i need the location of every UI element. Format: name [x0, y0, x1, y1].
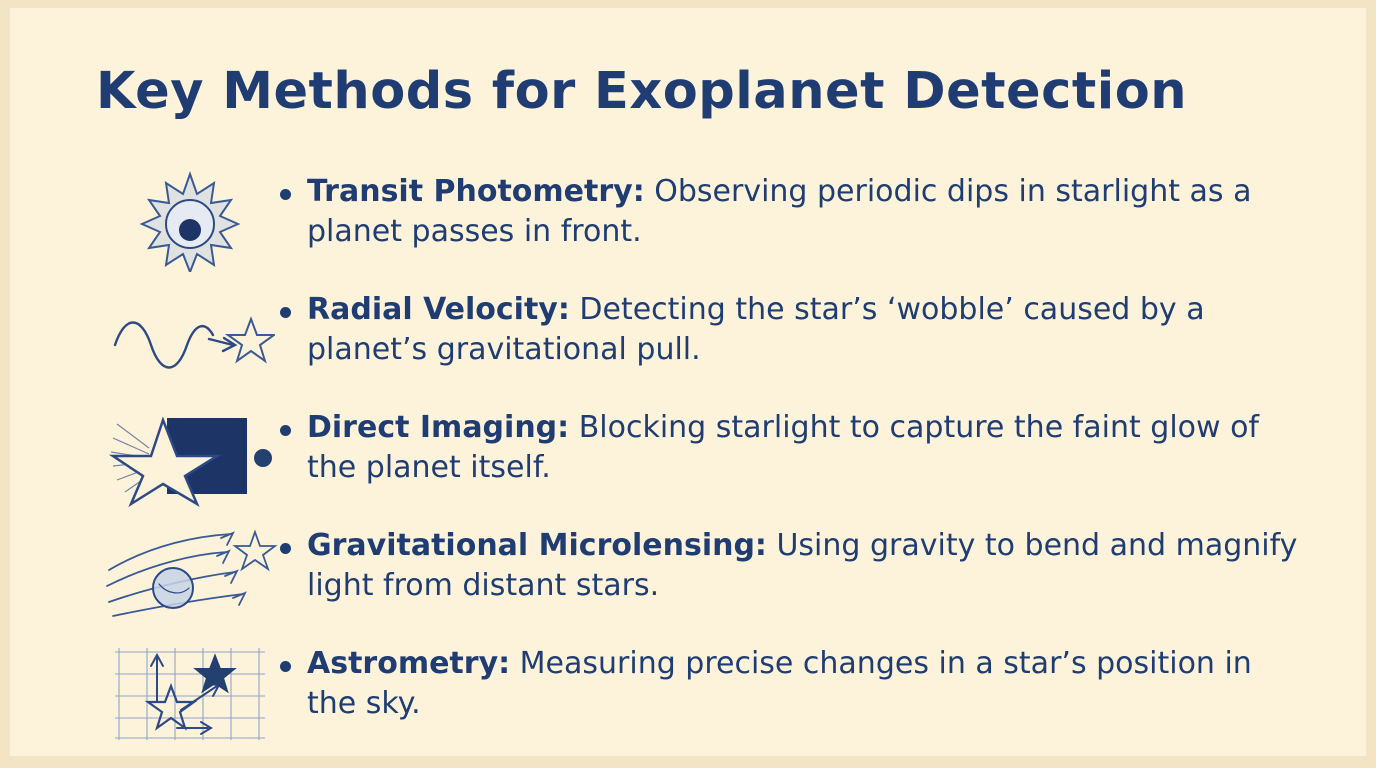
list-item-text: [307, 172, 1310, 252]
list-item-lead: Direct Imaging:: [307, 410, 570, 445]
list-item-text: [307, 644, 1310, 724]
bullet-dot: [280, 543, 291, 554]
bullet-row: [280, 404, 1310, 488]
frame-edge-top: [0, 0, 1376, 8]
list-item-lead: Astrometry:: [307, 646, 511, 681]
grid-with-moving-star-icon: [100, 640, 280, 744]
bullet-row: [280, 640, 1310, 724]
bullet-dot: [280, 307, 291, 318]
list-item-text: [307, 290, 1310, 370]
light-bending-around-mass-icon: [100, 522, 280, 626]
bullet-dot: [280, 189, 291, 200]
list-item-lead: Gravitational Microlensing:: [307, 528, 767, 563]
list-item-rest: Using gravity to bend and magnify light from distant stars.: [307, 528, 1298, 603]
list-item: [100, 640, 1310, 744]
list-item-rest: Measuring precise changes in a star’s position in the sky.: [307, 646, 1252, 721]
bullet-row: [280, 168, 1310, 252]
list-item-rest: Observing periodic dips in starlight as a planet passes in front.: [307, 174, 1252, 249]
list-item: [100, 404, 1310, 508]
list-item-lead: Transit Photometry:: [307, 174, 645, 209]
list-item-text: [307, 526, 1310, 606]
star-with-transiting-planet-icon: [100, 168, 280, 272]
bullet-row: [280, 522, 1310, 606]
frame-edge-left: [0, 0, 10, 768]
list-item-text: [307, 408, 1310, 488]
bullet-row: [280, 286, 1310, 370]
list-item-rest: Blocking starlight to capture the faint glow of the planet itself.: [307, 410, 1259, 485]
list-item: [100, 522, 1310, 626]
methods-list: [100, 168, 1310, 758]
bullet-dot: [280, 425, 291, 436]
list-item: [100, 168, 1310, 272]
coronagraph-star-and-planet-icon: [100, 404, 280, 508]
list-item: [100, 286, 1310, 390]
frame-edge-right: [1366, 0, 1376, 768]
list-item-rest: Detecting the star’s ‘wobble’ caused by a planet’s gravitational pull.: [307, 292, 1205, 367]
wave-with-arrow-to-star-icon: [100, 286, 280, 390]
slide-title: Key Methods for Exoplanet Detection: [96, 62, 1188, 121]
bullet-dot: [280, 661, 291, 672]
list-item-lead: Radial Velocity:: [307, 292, 570, 327]
